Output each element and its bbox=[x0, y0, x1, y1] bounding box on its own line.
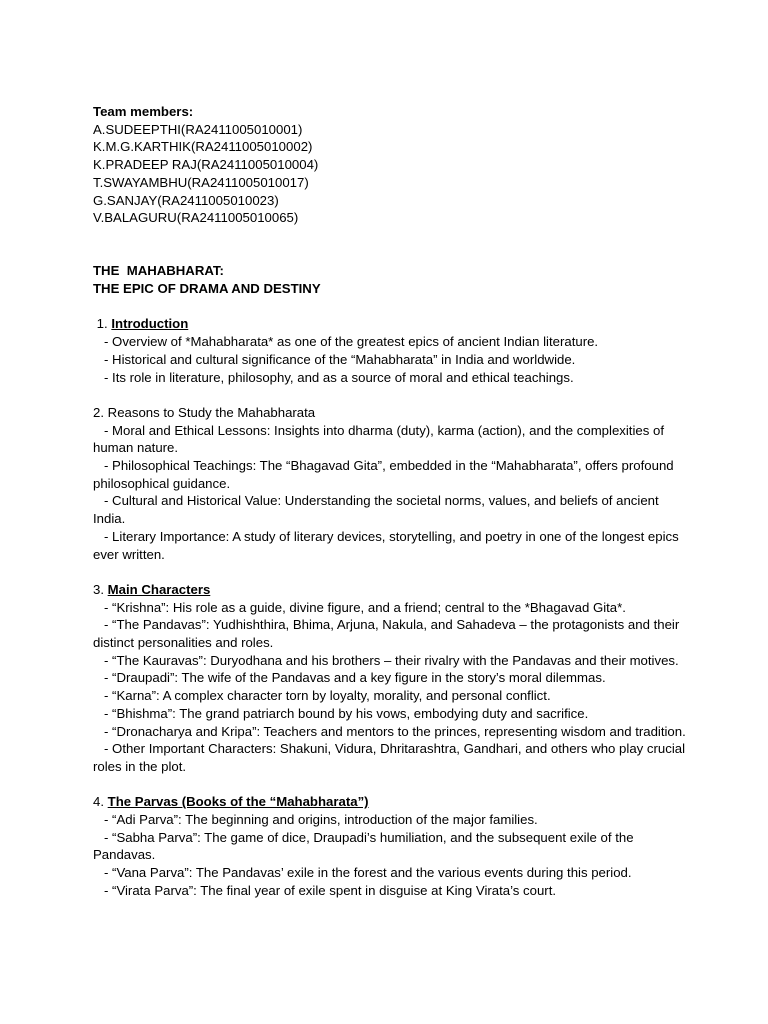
team-member: T.SWAYAMBHU(RA2411005010017) bbox=[93, 174, 309, 190]
list-item: - “Bhishma”: The grand patriarch bound by his vows, embodying duty and sacrifice. bbox=[93, 705, 589, 721]
list-item: - “Krishna”: His role as a guide, divine figure, and a friend; central to the *Bhagavad Gita*. bbox=[93, 599, 626, 615]
section-title: Reasons to Study the Mahabharata bbox=[107, 404, 316, 420]
spacer bbox=[93, 227, 688, 245]
list-item: - “Sabha Parva”: The game of dice, Draupadi’s humiliation, and the subsequent exile of the Pandavas. bbox=[93, 829, 638, 863]
spacer bbox=[93, 245, 688, 263]
team-member: A.SUDEEPTHI(RA2411005010001) bbox=[93, 121, 303, 137]
spacer bbox=[93, 298, 688, 316]
section-main-characters bbox=[93, 581, 688, 776]
section-number: 4. bbox=[93, 794, 108, 810]
list-item: - Cultural and Historical Value: Understanding the societal norms, values, and beliefs of ancient India. bbox=[93, 493, 663, 527]
list-item: - “The Kauravas”: Duryodhana and his brothers – their rivalry with the Pandavas and their motives. bbox=[93, 652, 679, 668]
section-heading bbox=[93, 581, 688, 599]
section-number: 1. bbox=[93, 316, 112, 332]
list-item: - Philosophical Teachings: The “Bhagavad Gita”, embedded in the “Mahabharata”, offers profound philosophical guidance. bbox=[93, 458, 678, 491]
title-line-1: THE MAHABHARAT: bbox=[93, 263, 224, 279]
list-item: - Moral and Ethical Lessons: Insights into dharma (duty), karma (action), and the complexities of human nature. bbox=[93, 422, 668, 456]
section-title: Introduction bbox=[111, 316, 189, 332]
section-title: The Parvas (Books of the “Mahabharata”) bbox=[107, 794, 369, 810]
list-item: - Its role in literature, philosophy, and as a source of moral and ethical teachings. bbox=[93, 369, 574, 385]
document-title bbox=[93, 262, 688, 297]
list-item: - Overview of *Mahabharata* as one of the greatest epics of ancient Indian literature. bbox=[93, 334, 599, 350]
team-member: K.M.G.KARTHIK(RA2411005010002) bbox=[93, 139, 313, 155]
section-heading bbox=[93, 315, 688, 333]
list-item: - “Draupadi”: The wife of the Pandavas and a key figure in the story’s moral dilemmas. bbox=[93, 670, 606, 686]
list-item: - “Dronacharya and Kripa”: Teachers and mentors to the princes, representing wisdom and tradition. bbox=[93, 723, 686, 739]
spacer bbox=[93, 563, 688, 581]
list-item: - “Karna”: A complex character torn by loyalty, morality, and personal conflict. bbox=[93, 688, 551, 704]
list-item: - “Virata Parva”: The final year of exile spent in disguise at King Virata’s court. bbox=[93, 882, 557, 898]
spacer bbox=[93, 776, 688, 794]
section-introduction bbox=[93, 315, 688, 386]
spacer bbox=[93, 386, 688, 404]
team-heading: Team members: bbox=[93, 104, 194, 119]
list-item: - Historical and cultural significance of the “Mahabharata” in India and worldwide. bbox=[93, 351, 576, 367]
list-item: - Literary Importance: A study of literary devices, storytelling, and poetry in one of the longest epics ever written. bbox=[93, 528, 683, 562]
list-item: - “Adi Parva”: The beginning and origins, introduction of the major families. bbox=[93, 812, 538, 828]
team-section bbox=[93, 103, 688, 227]
list-item: - “The Pandavas”: Yudhishthira, Bhima, Arjuna, Nakula, and Sahadeva – the protagonists and their distinct personalities and roles. bbox=[93, 617, 683, 651]
section-heading bbox=[93, 793, 688, 811]
title-line-2: THE EPIC OF DRAMA AND DESTINY bbox=[93, 281, 321, 296]
team-member: V.BALAGURU(RA2411005010065) bbox=[93, 210, 299, 226]
section-reasons bbox=[93, 404, 688, 563]
section-parvas bbox=[93, 793, 688, 899]
section-number: 3. bbox=[93, 581, 108, 597]
team-member: G.SANJAY(RA2411005010023) bbox=[93, 192, 279, 208]
team-member: K.PRADEEP RAJ(RA2411005010004) bbox=[93, 157, 319, 173]
section-heading bbox=[93, 404, 688, 422]
list-item: - Other Important Characters: Shakuni, Vidura, Dhritarashtra, Gandhari, and others who play crucial roles in the plot. bbox=[93, 741, 689, 774]
list-item: - “Vana Parva”: The Pandavas’ exile in the forest and the various events during this period. bbox=[93, 865, 632, 881]
section-number: 2. bbox=[93, 404, 108, 420]
section-title: Main Characters bbox=[107, 581, 211, 597]
